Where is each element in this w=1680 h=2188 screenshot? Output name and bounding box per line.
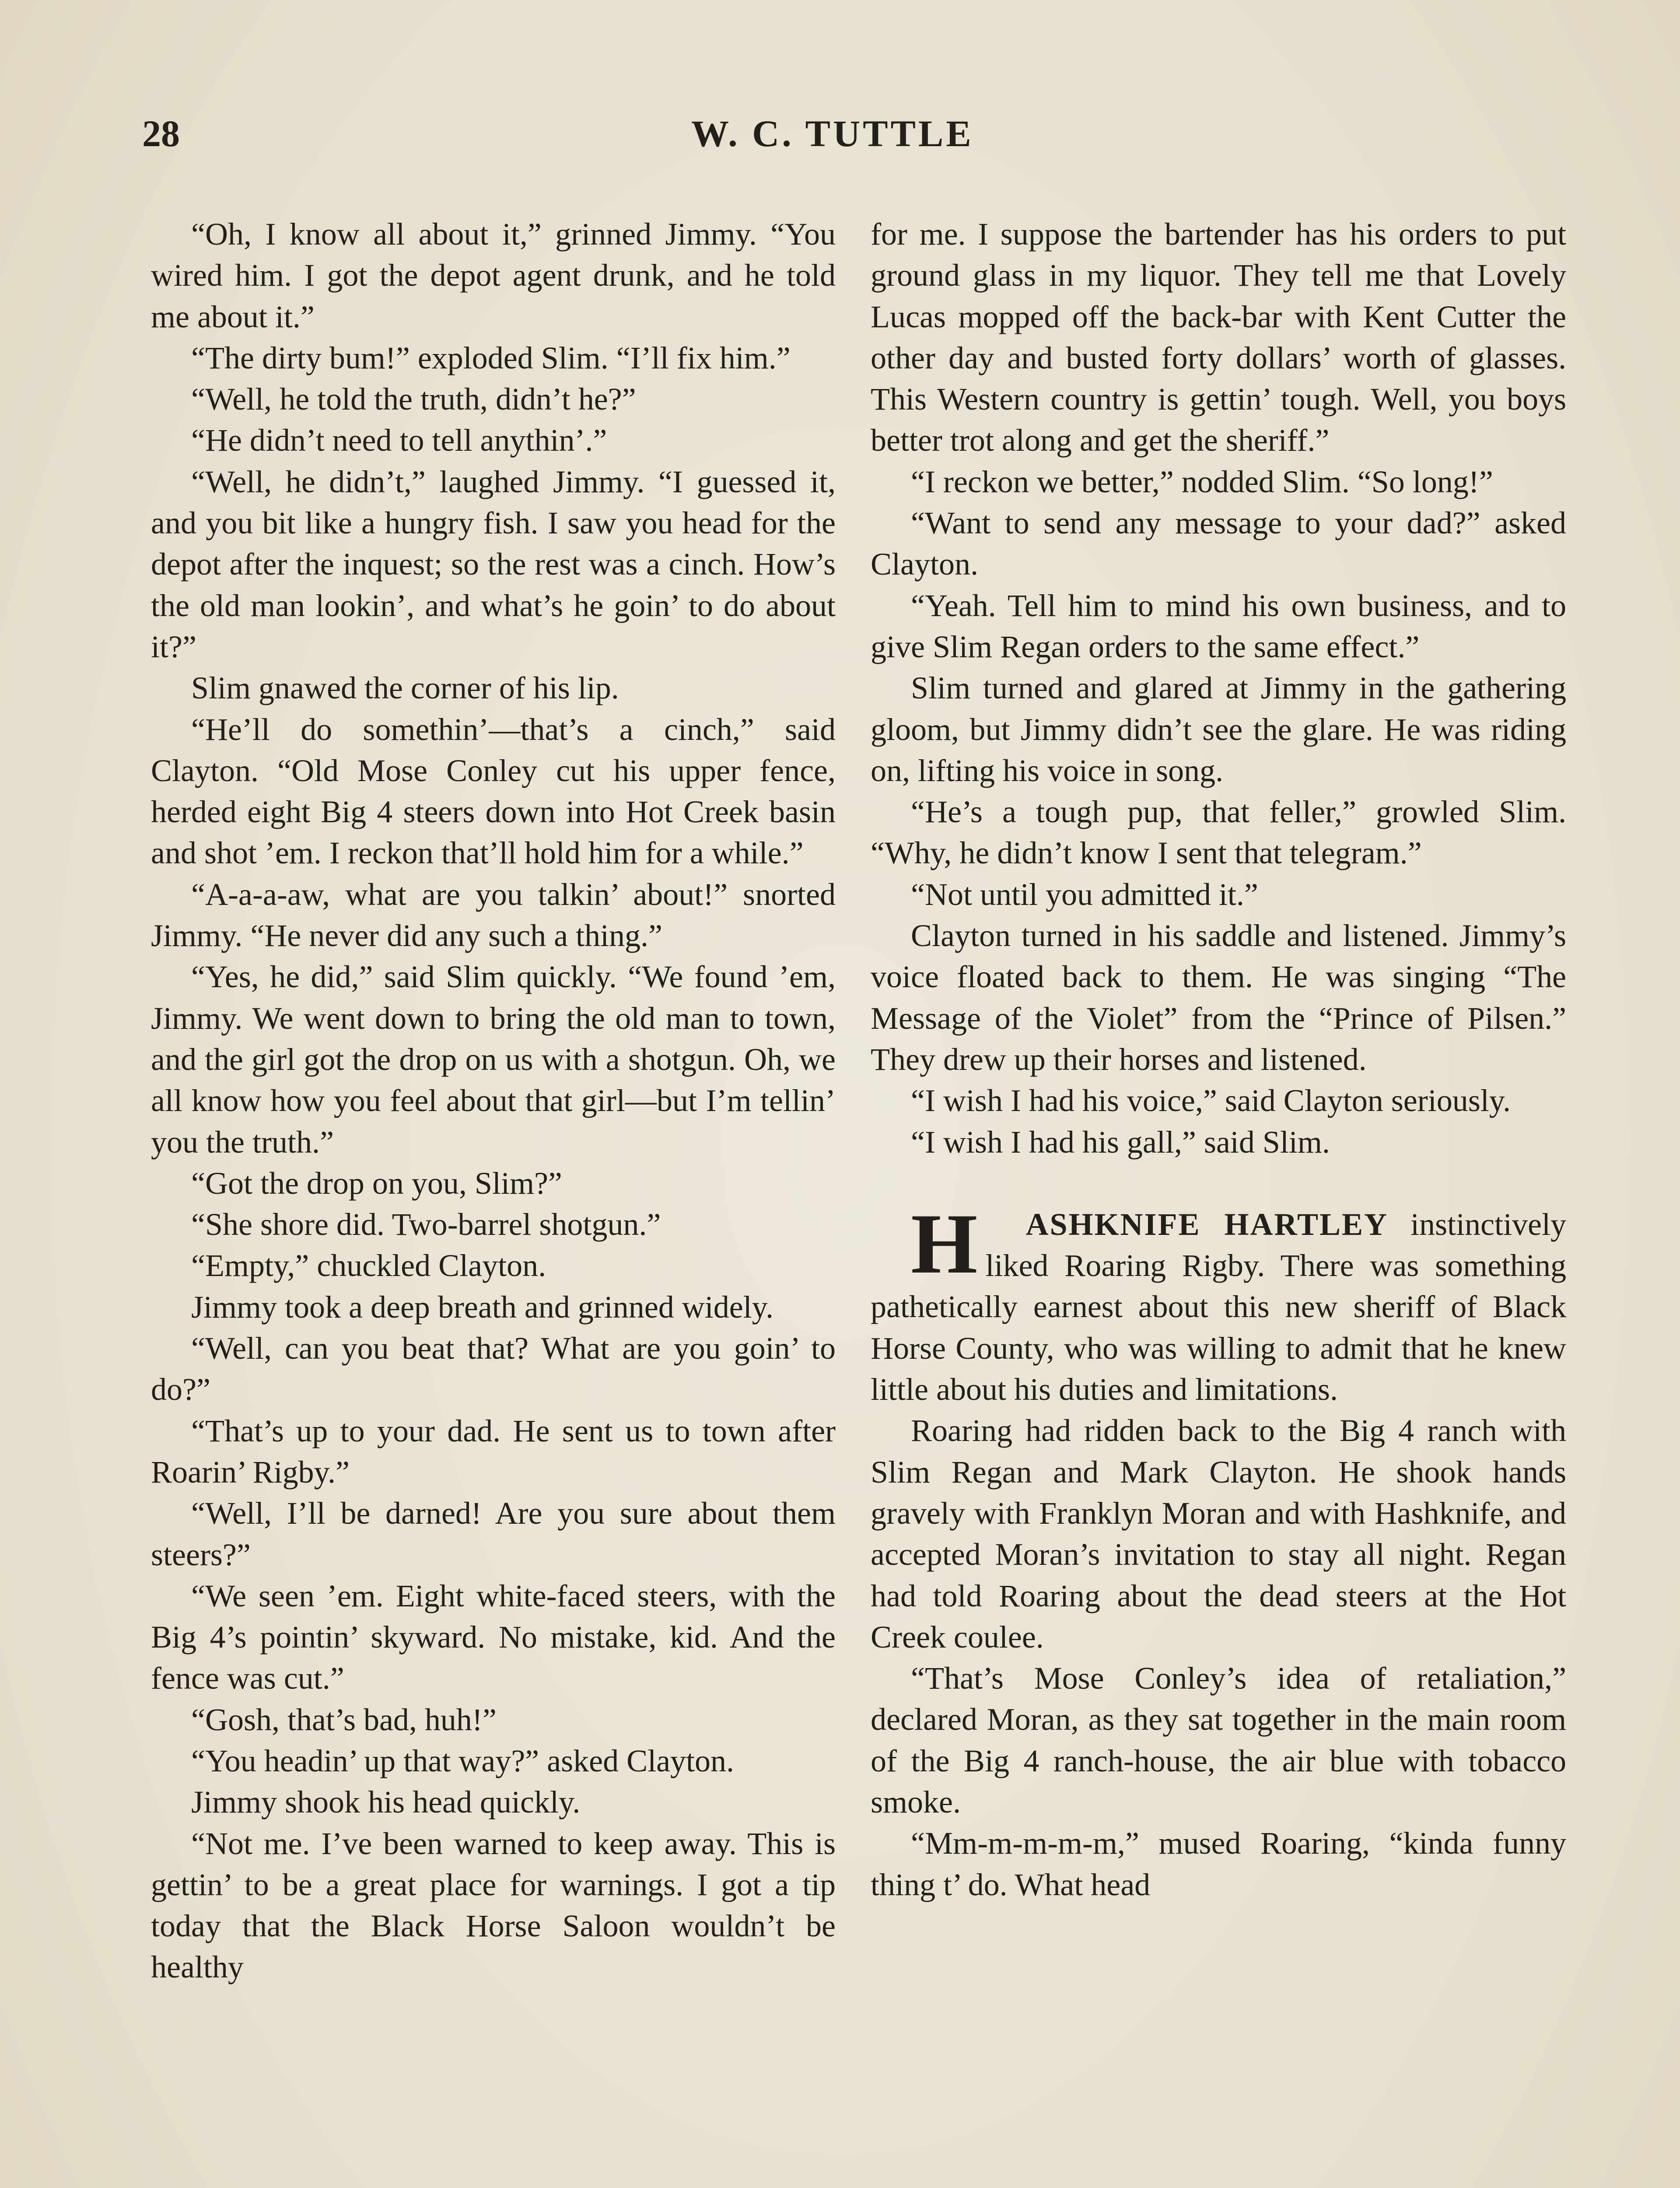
paragraph: “He didn’t need to tell anythin’.” (191, 423, 607, 458)
paragraph: “Gosh, that’s bad, huh!” (191, 1702, 497, 1737)
paragraph: “I wish I had his voice,” said Clayton seriously. (911, 1083, 1511, 1119)
paragraph: “I wish I had his gall,” said Slim. (911, 1124, 1330, 1160)
paragraph: “I reckon we better,” nodded Slim. “So long!” (911, 464, 1493, 499)
opener-text: instinctively liked Roaring Rigby. There was something pathetically earnest about this new sheriff of Black Horse County, who was willing to admit that he knew little about his duties and limitations. (871, 1206, 1566, 1407)
paragraph: “Well, I’ll be darned! Are you sure about them steers?” (151, 1496, 836, 1572)
paragraph: “That’s Mose Conley’s idea of retaliation,” declared Moran, as they sat together in the main room of the Big 4 ranch-house, the air blue with tobacco smoke. (871, 1661, 1566, 1820)
paragraph: “Yeah. Tell him to mind his own business, and to give Slim Regan orders to the same effect.” (871, 588, 1566, 664)
paragraph: Jimmy took a deep breath and grinned widely. (191, 1289, 774, 1325)
paragraph: “We seen ’em. Eight white-faced steers, with the Big 4’s pointin’ skyward. No mistake, kid. And the fence was cut.” (151, 1578, 836, 1696)
paragraph: “Oh, I know all about it,” grinned Jimmy. “You wired him. I got the depot agent drunk, and he told me about it.” (151, 217, 836, 334)
paragraph: Roaring had ridden back to the Big 4 ranch with Slim Regan and Mark Clayton. He shook hands gravely with Franklyn Moran and with Hashknife, and accepted Moran’s invitation to stay all night. Regan had told Roaring about the dead steers at the Hot Creek coulee. (871, 1413, 1566, 1655)
paragraph: “That’s up to your dad. He sent us to town after Roarin’ Rigby.” (151, 1413, 836, 1490)
paragraph: “You headin’ up that way?” asked Clayton. (191, 1743, 735, 1778)
right-column (871, 214, 1566, 1905)
small-caps-lead: ASHKNIFE HARTLEY (1026, 1206, 1389, 1242)
paragraph: “The dirty bum!” exploded Slim. “I’ll fix him.” (191, 340, 791, 375)
paragraph: “Well, can you beat that? What are you goin’ to do?” (151, 1331, 836, 1407)
left-column (151, 214, 836, 1988)
paragraph: “Well, he told the truth, didn’t he?” (191, 382, 636, 417)
section-opener-paragraph (871, 1196, 1566, 1410)
paragraph: “Not until you admitted it.” (911, 877, 1258, 912)
paragraph: Jimmy shook his head quickly. (191, 1785, 581, 1820)
paragraph: “A-a-a-aw, what are you talkin’ about!” snorted Jimmy. “He never did any such a thing.” (151, 877, 836, 954)
paragraph: “Mm-m-m-m-m,” mused Roaring, “kinda funny thing t’ do. What head (871, 1826, 1566, 1902)
paragraph: “Got the drop on you, Slim?” (191, 1165, 562, 1201)
paragraph: “Empty,” chuckled Clayton. (191, 1248, 546, 1283)
drop-cap: H (911, 1196, 978, 1291)
paragraph: Slim turned and glared at Jimmy in the gathering gloom, but Jimmy didn’t see the glare. He was riding on, lifting his voice in song. (871, 670, 1566, 788)
paragraph: “Well, he didn’t,” laughed Jimmy. “I guessed it, and you bit like a hungry fish. I saw you head for the depot after the inquest; so the rest was a cinch. How’s the old man lookin’, and what’s he goin’ to do about it?” (151, 464, 836, 664)
running-head: W. C. TUTTLE (691, 112, 974, 154)
paragraph: “He’s a tough pup, that feller,” growled Slim. “Why, he didn’t know I sent that telegram.” (871, 794, 1566, 871)
paragraph: “Yes, he did,” said Slim quickly. “We found ’em, Jimmy. We went down to bring the old man to town, and the girl got the drop on us with a shotgun. Oh, we all know how you feel about that girl—but I’m tellin’ you the truth.” (151, 959, 836, 1160)
paragraph-continuation: for me. I suppose the bartender has his orders to put ground glass in my liquor. They tell me that Lovely Lucas mopped off the back-bar with Kent Cutter the other day and busted forty dollars’ worth of glasses. This Western country is gettin’ tough. Well, you boys better trot along and get the sheriff.” (871, 217, 1566, 458)
page-number: 28 (142, 112, 180, 154)
paragraph: “She shore did. Two-barrel shotgun.” (191, 1207, 661, 1242)
paragraph: Clayton turned in his saddle and listened. Jimmy’s voice floated back to them. He was singing “The Message of the Violet” from the “Prince of Pilsen.” They drew up their horses and listened. (871, 918, 1566, 1077)
paragraph: “He’ll do somethin’—that’s a cinch,” said Clayton. “Old Mose Conley cut his upper fence, herded eight Big 4 steers down into Hot Creek basin and shot ’em. I reckon that’ll hold him for a while.” (151, 712, 836, 871)
paragraph: “Want to send any message to your dad?” asked Clayton. (871, 505, 1566, 582)
paragraph: Slim gnawed the corner of his lip. (191, 670, 619, 706)
paragraph: “Not me. I’ve been warned to keep away. This is gettin’ to be a great place for warnings. I got a tip today that the Black Horse Saloon wouldn’t be healthy (151, 1826, 836, 1985)
